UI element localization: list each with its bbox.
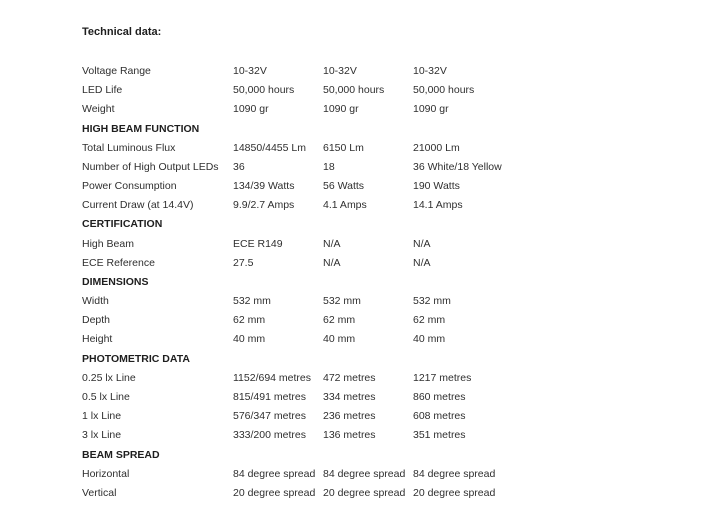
spec-value-model-1: 27.5: [233, 256, 254, 269]
spec-label: 3 lx Line: [82, 429, 122, 442]
spec-row: [79, 254, 509, 273]
spec-row: [79, 292, 509, 311]
spec-label: Weight: [82, 103, 115, 116]
spec-row: [79, 81, 509, 100]
spec-value-model-1: 1152/694 metres: [233, 371, 312, 384]
spec-value-model-2: 236 metres: [323, 410, 376, 423]
spec-value-model-2: 532 mm: [323, 295, 361, 308]
spec-value-model-1: 50,000 hours: [233, 84, 295, 97]
spec-value-model-3: 532 mm: [413, 295, 451, 308]
spec-label: LED Life: [82, 84, 123, 97]
spec-value-model-1: 9.9/2.7 Amps: [233, 199, 295, 212]
spec-row: [79, 311, 509, 330]
section-heading: PHOTOMETRIC DATA: [82, 352, 190, 365]
spec-value-model-1: 20 degree spread: [233, 486, 316, 499]
spec-value-model-2: 40 mm: [323, 333, 356, 346]
spec-value-model-3: N/A: [413, 237, 431, 250]
spec-value-model-3: 1217 metres: [413, 371, 472, 384]
spec-label: 1 lx Line: [82, 410, 122, 423]
technical-data-title: Technical data:: [82, 26, 162, 38]
spec-label: Power Consumption: [82, 180, 177, 193]
spec-value-model-2: 20 degree spread: [323, 486, 406, 499]
spec-label: High Beam: [82, 237, 134, 250]
spec-row: [79, 158, 509, 177]
spec-label: Current Draw (at 14.4V): [82, 199, 194, 212]
spec-row: [79, 465, 509, 484]
spec-label: Height: [82, 333, 113, 346]
spec-label: Depth: [82, 314, 111, 327]
section-heading-row: [79, 445, 509, 464]
spec-value-model-1: 134/39 Watts: [233, 180, 295, 193]
spec-value-model-3: 351 metres: [413, 429, 466, 442]
spec-value-model-3: 1090 gr: [413, 103, 449, 116]
spec-value-model-3: 21000 Lm: [413, 141, 460, 154]
technical-data-body: [79, 62, 509, 503]
spec-value-model-3: 860 metres: [413, 391, 466, 403]
spec-label: Width: [82, 295, 109, 308]
spec-value-model-1: 14850/4455 Lm: [233, 141, 306, 154]
spec-value-model-3: N/A: [413, 256, 431, 269]
spec-value-model-3: 62 mm: [413, 314, 446, 327]
spec-value-model-1: 84 degree spread: [233, 467, 316, 480]
spec-value-model-1: 36: [233, 160, 245, 173]
spec-row: [79, 426, 509, 445]
spec-value-model-2: 334 metres: [323, 391, 376, 403]
section-heading-row: [79, 350, 509, 369]
section-heading: BEAM SPREAD: [82, 448, 160, 461]
spec-label: Voltage Range: [82, 65, 151, 78]
spec-value-model-2: 62 mm: [323, 314, 356, 327]
spec-value-model-3: 14.1 Amps: [413, 199, 463, 212]
spec-row: [79, 139, 509, 158]
spec-value-model-3: 608 metres: [413, 410, 466, 423]
spec-label: Total Luminous Flux: [82, 141, 176, 154]
spec-row: [79, 235, 509, 254]
spec-row: [79, 330, 509, 349]
spec-value-model-3: 20 degree spread: [413, 486, 496, 499]
spec-value-model-1: 62 mm: [233, 314, 266, 327]
spec-row: [79, 177, 509, 196]
spec-value-model-3: 10-32V: [413, 65, 447, 78]
spec-value-model-2: 1090 gr: [323, 103, 359, 116]
spec-value-model-2: 136 metres: [323, 429, 376, 442]
spec-label: Vertical: [82, 486, 117, 499]
spec-row: [79, 196, 509, 215]
spec-label: Number of High Output LEDs: [82, 160, 219, 173]
spec-row: [79, 100, 509, 119]
section-heading: HIGH BEAM FUNCTION: [82, 122, 200, 135]
spec-value-model-2: 4.1 Amps: [323, 199, 367, 212]
spec-value-model-3: 36 White/18 Yellow: [413, 160, 502, 173]
spec-value-model-1: 532 mm: [233, 295, 271, 308]
section-heading: CERTIFICATION: [82, 218, 163, 231]
section-heading: DIMENSIONS: [82, 275, 149, 288]
spec-row: [79, 369, 509, 388]
spec-row: [79, 484, 509, 503]
section-heading-row: [79, 215, 509, 234]
spec-value-model-2: N/A: [323, 256, 341, 269]
spec-value-model-2: 18: [323, 160, 335, 173]
spec-row: [79, 388, 509, 407]
spec-value-model-3: 84 degree spread: [413, 467, 496, 480]
spec-label: ECE Reference: [82, 256, 155, 269]
spec-label: 0.25 lx Line: [82, 371, 136, 384]
spec-value-model-1: 40 mm: [233, 333, 266, 346]
spec-value-model-2: N/A: [323, 237, 341, 250]
spec-value-model-3: 40 mm: [413, 333, 446, 346]
spec-value-model-1: 576/347 metres: [233, 410, 306, 423]
spec-value-model-1: 10-32V: [233, 65, 267, 78]
spec-value-model-1: 815/491 metres: [233, 391, 306, 403]
spec-label: Horizontal: [82, 467, 130, 480]
spec-value-model-1: ECE R149: [233, 237, 283, 250]
spec-value-model-1: 333/200 metres: [233, 429, 306, 442]
spec-value-model-1: 1090 gr: [233, 103, 269, 116]
technical-data-table: [79, 62, 509, 503]
section-heading-row: [79, 120, 509, 139]
spec-label: 0.5 lx Line: [82, 391, 130, 403]
spec-value-model-3: 50,000 hours: [413, 84, 475, 97]
spec-value-model-2: 84 degree spread: [323, 467, 406, 480]
section-heading-row: [79, 273, 509, 292]
spec-row: [79, 407, 509, 426]
spec-value-model-2: 472 metres: [323, 371, 376, 384]
spec-value-model-2: 6150 Lm: [323, 141, 364, 154]
spec-value-model-2: 50,000 hours: [323, 84, 385, 97]
spec-row: [79, 62, 509, 81]
spec-value-model-2: 10-32V: [323, 65, 357, 78]
spec-value-model-3: 190 Watts: [413, 180, 460, 193]
spec-value-model-2: 56 Watts: [323, 180, 365, 193]
